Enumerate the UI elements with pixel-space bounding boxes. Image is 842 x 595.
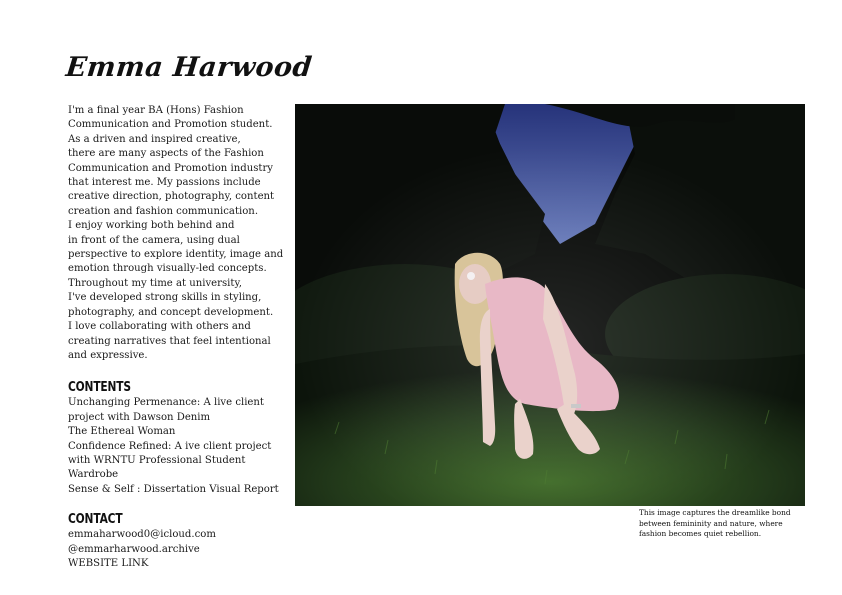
bio-line: in front of the camera, using dual: [68, 234, 240, 246]
editorial-photo: [295, 104, 805, 506]
bio-line: perspective to explore identity, image and: [68, 249, 284, 261]
contents-item-ethereal-woman[interactable]: [68, 425, 282, 439]
contents-line: Sense & Self : Dissertation Visual Report: [68, 483, 279, 495]
bio-line: emotion through visually-led concepts.: [68, 263, 267, 275]
hair-flower: [467, 272, 475, 280]
bio-line: photography, and concept development.: [68, 306, 274, 318]
bio-line: there are many aspects of the Fashion: [68, 148, 264, 160]
contents-line: with WRNTU Professional Student: [68, 454, 246, 466]
contents-list: [68, 396, 282, 497]
bio-line: I've developed strong skills in styling,: [68, 292, 262, 304]
designer-name: Emma Harwood: [64, 52, 314, 83]
contents-line: Confidence Refined: A ive client project: [68, 440, 272, 452]
contact-list: [68, 528, 282, 571]
contents-item-confidence-refined[interactable]: [68, 440, 282, 483]
website-text: WEBSITE LINK: [68, 557, 149, 569]
bio-line: creating narratives that feel intentional: [68, 335, 271, 347]
email-link[interactable]: [68, 528, 282, 542]
instagram-link[interactable]: [68, 543, 282, 557]
email-text: emmaharwood0@icloud.com: [68, 529, 216, 541]
contents-line: project with Dawson Denim: [68, 411, 211, 423]
contents-heading: CONTENTS: [68, 380, 131, 396]
contents-line: Unchanging Permenance: A live client: [68, 397, 264, 409]
bio-line: Throughout my time at university,: [68, 277, 243, 289]
bio-line: creation and fashion communication.: [68, 205, 259, 217]
left-column: [68, 104, 282, 571]
bio-line: I love collaborating with others and: [68, 321, 251, 333]
bio-line: I enjoy working both behind and: [68, 220, 235, 232]
instagram-text: @emmarharwood.archive: [68, 543, 200, 555]
contents-item-sense-and-self[interactable]: [68, 483, 282, 497]
bio-line: I'm a final year BA (Hons) Fashion: [68, 105, 244, 116]
website-link[interactable]: [68, 557, 282, 571]
contents-line: Wardrobe: [68, 469, 119, 481]
contents-line: The Ethereal Woman: [68, 426, 176, 438]
bio-line: that interest me. My passions include: [68, 177, 261, 189]
bio-line: and expressive.: [68, 349, 148, 361]
caption-line: between femininity and nature, where: [639, 518, 783, 528]
photo-illustration: [295, 104, 805, 506]
bio-line: As a driven and inspired creative,: [68, 133, 241, 145]
bio-line: creative direction, photography, content: [68, 191, 275, 203]
bio-line: Communication and Promotion student.: [68, 119, 273, 131]
contents-item-unchanging-permenance[interactable]: [68, 396, 282, 425]
contact-heading: CONTACT: [68, 512, 123, 528]
caption-line: This image captures the dreamlike bond: [639, 508, 791, 517]
bio-line: Communication and Promotion industry: [68, 162, 273, 174]
bio-paragraph: [68, 104, 282, 363]
bracelet: [571, 404, 581, 408]
photo-caption: [639, 508, 809, 540]
caption-line: fashion becomes quiet rebellion.: [639, 529, 762, 538]
